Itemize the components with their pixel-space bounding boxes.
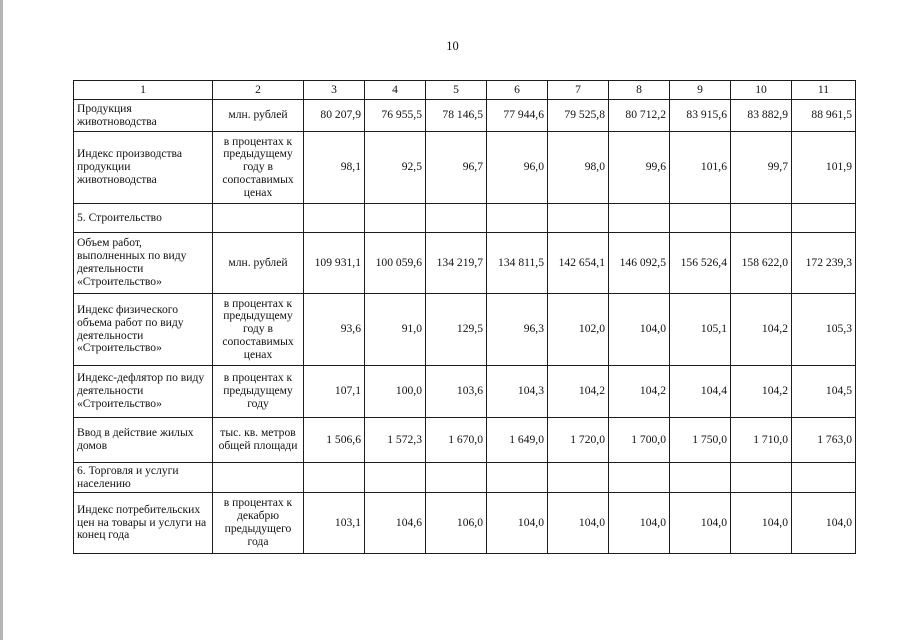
value-cell: 102,0	[548, 294, 609, 366]
value-cell	[609, 463, 670, 493]
value-cell: 104,3	[487, 366, 548, 418]
header-cell: 8	[609, 81, 670, 100]
value-cell: 104,5	[792, 366, 856, 418]
value-cell: 104,0	[670, 493, 731, 554]
value-cell: 104,2	[548, 366, 609, 418]
unit-cell	[213, 463, 304, 493]
value-cell	[792, 204, 856, 233]
table-row	[74, 366, 856, 418]
value-cell: 172 239,3	[792, 233, 856, 294]
value-cell: 106,0	[426, 493, 487, 554]
value-cell: 96,7	[426, 132, 487, 204]
value-cell: 104,0	[792, 493, 856, 554]
value-cell: 1 670,0	[426, 418, 487, 463]
section-row	[74, 463, 856, 493]
data-table	[73, 80, 856, 554]
value-cell: 104,0	[609, 493, 670, 554]
indicator-name: Объем работ, выполненных по виду деятельности «Строительство»	[74, 233, 213, 294]
value-cell	[670, 463, 731, 493]
table-row	[74, 100, 856, 132]
indicator-name: Индекс физического объема работ по виду деятельности «Строительство»	[74, 294, 213, 366]
value-cell	[548, 204, 609, 233]
header-cell: 3	[304, 81, 365, 100]
scan-edge	[0, 0, 3, 640]
unit-cell	[213, 204, 304, 233]
unit-cell: млн. рублей	[213, 233, 304, 294]
value-cell: 142 654,1	[548, 233, 609, 294]
section-title: 5. Строительство	[74, 204, 213, 233]
indicator-name: Продукция животноводства	[74, 100, 213, 132]
value-cell: 105,3	[792, 294, 856, 366]
unit-cell: в процентах к предыдущему году в сопоставимых ценах	[213, 294, 304, 366]
header-cell: 6	[487, 81, 548, 100]
value-cell: 104,0	[548, 493, 609, 554]
value-cell: 100,0	[365, 366, 426, 418]
value-cell: 80 712,2	[609, 100, 670, 132]
value-cell	[426, 204, 487, 233]
value-cell: 96,3	[487, 294, 548, 366]
table-row	[74, 418, 856, 463]
value-cell: 107,1	[304, 366, 365, 418]
value-cell	[731, 463, 792, 493]
value-cell: 98,1	[304, 132, 365, 204]
value-cell: 104,6	[365, 493, 426, 554]
value-cell: 1 710,0	[731, 418, 792, 463]
table-row	[74, 233, 856, 294]
header-cell: 11	[792, 81, 856, 100]
value-cell	[365, 463, 426, 493]
value-cell: 129,5	[426, 294, 487, 366]
value-cell: 83 882,9	[731, 100, 792, 132]
value-cell	[792, 463, 856, 493]
value-cell: 104,2	[731, 366, 792, 418]
header-cell: 1	[74, 81, 213, 100]
value-cell: 88 961,5	[792, 100, 856, 132]
value-cell: 104,0	[609, 294, 670, 366]
value-cell: 98,0	[548, 132, 609, 204]
header-cell: 2	[213, 81, 304, 100]
value-cell: 105,1	[670, 294, 731, 366]
value-cell	[426, 463, 487, 493]
table-row	[74, 294, 856, 366]
section-row	[74, 204, 856, 233]
value-cell: 146 092,5	[609, 233, 670, 294]
value-cell	[609, 204, 670, 233]
value-cell: 101,6	[670, 132, 731, 204]
unit-cell: тыс. кв. метров общей площади	[213, 418, 304, 463]
header-cell: 7	[548, 81, 609, 100]
value-cell: 156 526,4	[670, 233, 731, 294]
value-cell: 104,2	[731, 294, 792, 366]
page-number: 10	[446, 39, 459, 53]
unit-cell: в процентах к декабрю предыдущего года	[213, 493, 304, 554]
unit-cell: в процентах к предыдущему году в сопоставимых ценах	[213, 132, 304, 204]
value-cell: 100 059,6	[365, 233, 426, 294]
header-cell: 9	[670, 81, 731, 100]
table-row	[74, 493, 856, 554]
indicator-name: Индекс-дефлятор по виду деятельности «Строительство»	[74, 366, 213, 418]
indicator-name: Индекс производства продукции животноводства	[74, 132, 213, 204]
header-cell: 4	[365, 81, 426, 100]
value-cell: 1 750,0	[670, 418, 731, 463]
value-cell: 93,6	[304, 294, 365, 366]
indicator-name: Ввод в действие жилых домов	[74, 418, 213, 463]
value-cell	[670, 204, 731, 233]
value-cell: 92,5	[365, 132, 426, 204]
value-cell: 134 219,7	[426, 233, 487, 294]
indicator-name: Индекс потребительских цен на товары и услуги на конец года	[74, 493, 213, 554]
table-header-row	[74, 81, 856, 100]
value-cell	[548, 463, 609, 493]
header-cell: 10	[731, 81, 792, 100]
value-cell: 78 146,5	[426, 100, 487, 132]
value-cell	[304, 463, 365, 493]
value-cell: 158 622,0	[731, 233, 792, 294]
value-cell	[365, 204, 426, 233]
value-cell: 104,0	[731, 493, 792, 554]
value-cell: 79 525,8	[548, 100, 609, 132]
unit-cell: млн. рублей	[213, 100, 304, 132]
value-cell: 104,4	[670, 366, 731, 418]
value-cell: 1 700,0	[609, 418, 670, 463]
value-cell: 91,0	[365, 294, 426, 366]
value-cell: 1 506,6	[304, 418, 365, 463]
value-cell: 103,1	[304, 493, 365, 554]
value-cell: 1 572,3	[365, 418, 426, 463]
value-cell: 1 720,0	[548, 418, 609, 463]
value-cell	[487, 204, 548, 233]
value-cell: 99,7	[731, 132, 792, 204]
value-cell: 99,6	[609, 132, 670, 204]
value-cell: 76 955,5	[365, 100, 426, 132]
value-cell: 101,9	[792, 132, 856, 204]
value-cell: 109 931,1	[304, 233, 365, 294]
table-row	[74, 132, 856, 204]
value-cell: 96,0	[487, 132, 548, 204]
value-cell	[731, 204, 792, 233]
section-title: 6. Торговля и услуги населению	[74, 463, 213, 493]
value-cell: 77 944,6	[487, 100, 548, 132]
value-cell: 80 207,9	[304, 100, 365, 132]
value-cell: 134 811,5	[487, 233, 548, 294]
value-cell: 83 915,6	[670, 100, 731, 132]
unit-cell: в процентах к предыдущему году	[213, 366, 304, 418]
value-cell: 104,0	[487, 493, 548, 554]
value-cell	[487, 463, 548, 493]
value-cell: 103,6	[426, 366, 487, 418]
value-cell	[304, 204, 365, 233]
value-cell: 104,2	[609, 366, 670, 418]
value-cell: 1 649,0	[487, 418, 548, 463]
value-cell: 1 763,0	[792, 418, 856, 463]
header-cell: 5	[426, 81, 487, 100]
